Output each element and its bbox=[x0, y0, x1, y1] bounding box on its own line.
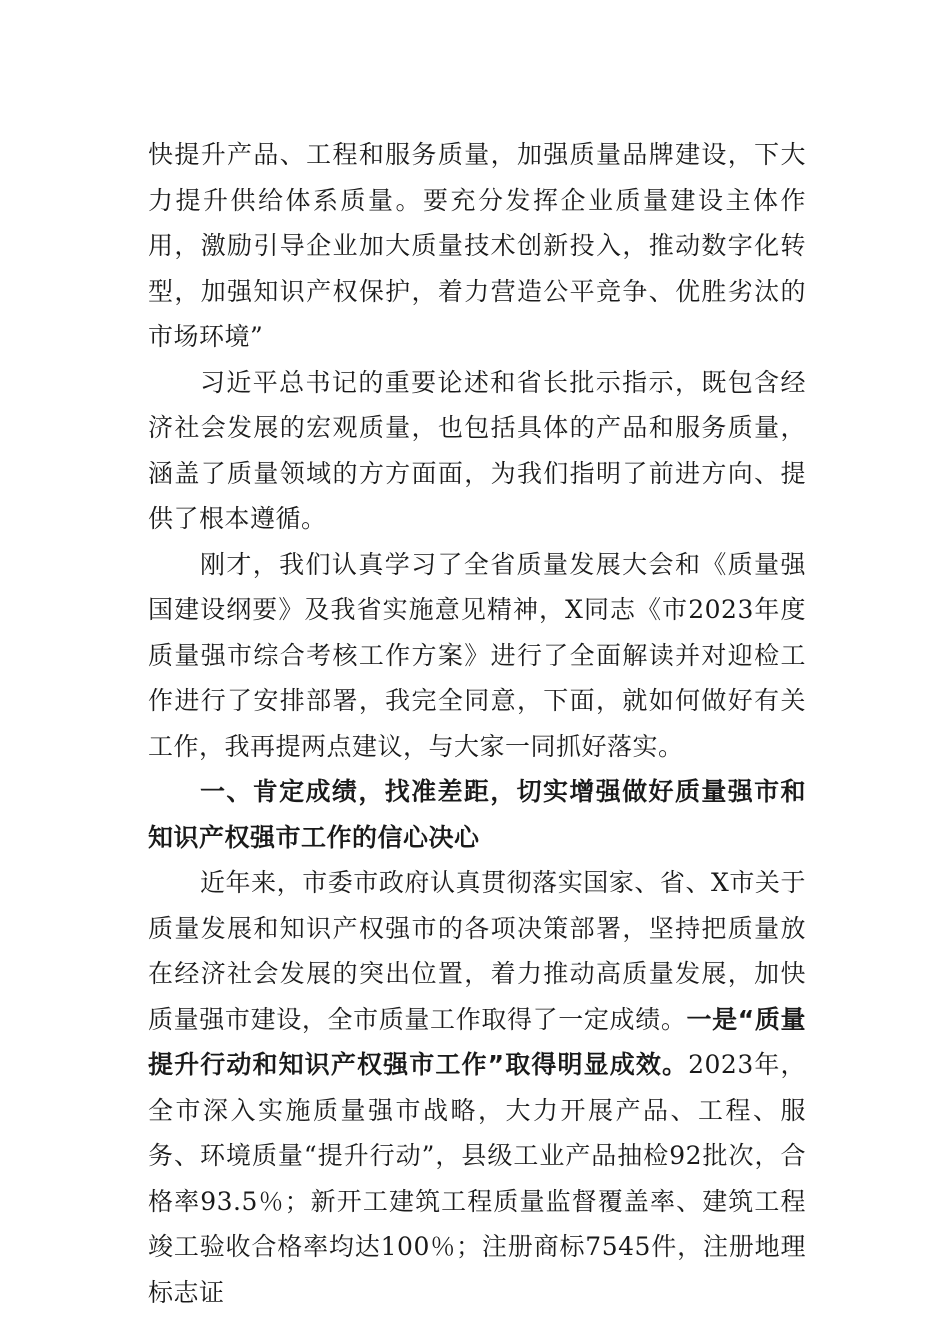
achievements-bold-point: 一是“质量提升行动和知识产权强市工作”取得明显成效。 bbox=[148, 1004, 806, 1079]
document-body bbox=[148, 132, 806, 1315]
paragraph-speech-summary: 习近平总书记的重要论述和省长批示指示，既包含经济社会发展的宏观质量，也包括具体的产品和服务质量，涵盖了质量领域的方方面面，为我们指明了前进方向、提供了根本遵循。 bbox=[148, 367, 806, 533]
section-heading-1: 一、肯定成绩，找准差距，切实增强做好质量强市和知识产权强市工作的信心决心 bbox=[148, 777, 806, 852]
achievements-intro-text: 近年来，市委市政府认真贯彻落实国家、省、X市关于质量发展和知识产权强市的各项决策部署，坚持把质量放在经济社会发展的突出位置，着力推动高质量发展，加快质量强市建设，全市质量工作取得了一定成绩。 bbox=[148, 868, 806, 1034]
paragraph-achievements bbox=[148, 860, 806, 1315]
paragraph-meeting-review: 刚才，我们认真学习了全省质量发展大会和《质量强国建设纲要》及我省实施意见精神，X同志《市2023年度质量强市综合考核工作方案》进行了全面解读并对迎检工作进行了安排部署，我完全同意，下面，就如何做好有关工作，我再提两点建议，与大家一同抓好落实。 bbox=[148, 549, 806, 761]
paragraph-continuation: 快提升产品、工程和服务质量，加强质量品牌建设，下大力提升供给体系质量。要充分发挥企业质量建设主体作用，激励引导企业加大质量技术创新投入，推动数字化转型，加强知识产权保护，着力营造公平竞争、优胜劣汰的市场环境” bbox=[148, 140, 806, 351]
achievements-detail-text: 2023年，全市深入实施质量强市战略，大力开展产品、工程、服务、环境质量“提升行动”，县级工业产品抽检92批次，合格率93.5％；新开工建筑工程质量监督覆盖率、建筑工程竣工验收合格率均达100％；注册商标7545件，注册地理标志证 bbox=[148, 1050, 807, 1307]
